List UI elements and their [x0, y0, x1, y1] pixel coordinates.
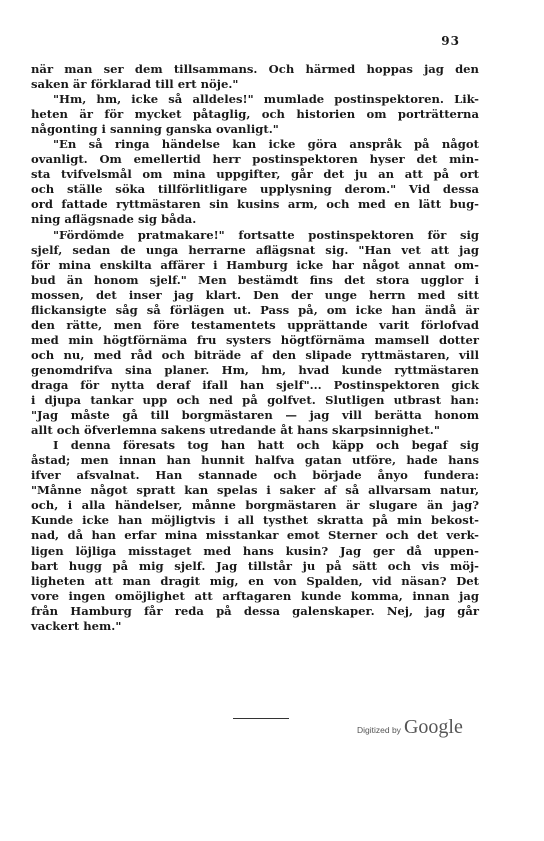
text-line: nad, då han erfar mina misstankar emot Sterner och det verk- — [31, 528, 479, 543]
text-line: ligen löjliga misstaget med hans kusin? Jag ger då uppen- — [31, 543, 479, 558]
text-line: bud än honom sjelf." Men bestämdt fins det stora ugglor i — [31, 272, 479, 287]
text-line: åstad; men innan han hunnit halfva gatan utföre, hade hans — [31, 453, 479, 468]
text-line: mossen, det inser jag klart. Den der unge herrn med sitt — [31, 287, 479, 302]
text-line: och ställe söka tillförlitligare upplysning derom." Vid dessa — [31, 182, 479, 197]
text-line: genomdrifva sina planer. Hm, hm, hvad kunde ryttmästaren — [31, 362, 479, 377]
page-number: 93 — [441, 34, 460, 48]
text-line: draga för nytta deraf ifall han sjelf"... Postinspektoren gick — [31, 377, 479, 392]
text-line: "Månne något spratt kan spelas i saker af så allvarsam natur, — [31, 483, 479, 498]
text-line: Kunde icke han möjligtvis i all tysthet skratta på min bekost- — [31, 513, 479, 528]
text-line: vore ingen omöjlighet att arftagaren kunde komma, innan jag — [31, 588, 479, 603]
text-line: "Fördömde pratmakare!" fortsatte postinspektoren för sig — [53, 227, 479, 242]
text-line: saken är förklarad till ert nöje." — [31, 77, 239, 92]
end-rule — [233, 718, 289, 719]
text-line: "Hm, hm, icke så alldeles!" mumlade postinspektoren. Lik- — [53, 92, 479, 107]
body-text — [31, 62, 479, 634]
text-line: ord fattade ryttmästaren sin kusins arm, och med en lätt bug- — [31, 197, 479, 212]
text-line: bart hugg på mig sjelf. Jag tillstår ju på sätt och vis möj- — [31, 558, 479, 573]
text-line: när man ser dem tillsammans. Och härmed hoppas jag den — [31, 62, 479, 76]
watermark-prefix: Digitized by — [357, 725, 401, 735]
text-line: någonting i sanning ganska ovanligt." — [31, 122, 279, 137]
text-line: "Jag måste gå till borgmästaren — jag vill berätta honom — [31, 408, 479, 423]
text-line: och, i alla händelser, månne borgmästaren är slugare än jag? — [31, 498, 479, 513]
text-line: med min högtförnäma fru systers högtförnäma mamsell dotter — [31, 332, 479, 347]
text-line: ifver afsvalnat. Han stannade och började ånyo fundera: — [31, 468, 479, 483]
text-line: från Hamburg får reda på dessa galenskaper. Nej, jag går — [31, 603, 479, 618]
text-line: flickansigte såg så förlägen ut. Pass på, om icke han ändå är — [31, 302, 479, 317]
text-line: sta tvifvelsmål om mina uppgifter, går det ju an att på ort — [31, 167, 479, 182]
text-line: heten är för mycket påtaglig, och historien om porträtterna — [31, 107, 479, 122]
text-line: för mina enskilta affärer i Hamburg icke har något annat om- — [31, 257, 479, 272]
text-line: i djupa tankar upp och ned på golfvet. Slutligen utbrast han: — [31, 393, 479, 408]
text-line: vackert hem." — [31, 618, 122, 633]
digitization-watermark — [357, 716, 463, 739]
text-line: och nu, med råd och biträde af den slipade ryttmästaren, vill — [31, 347, 479, 362]
text-line: sjelf, sedan de unga herrarne aflägsnat sig. "Han vet att jag — [31, 242, 479, 257]
text-line: "En så ringa händelse kan icke göra anspråk på något — [53, 137, 479, 152]
text-line: den rätte, men före testamentets upprättande varit förlofvad — [31, 317, 479, 332]
text-line: allt och öfverlemna sakens utredande åt hans skarpsinnighet." — [31, 423, 440, 438]
text-line: ligheten att man dragit mig, en von Spalden, vid näsan? Det — [31, 573, 479, 588]
text-line: I denna föresats tog han hatt och käpp och begaf sig — [53, 438, 479, 453]
google-logo: Google — [403, 716, 463, 738]
text-line: ning aflägsnade sig båda. — [31, 212, 197, 227]
text-line: ovanligt. Om emellertid herr postinspektoren hyser det min- — [31, 152, 479, 167]
